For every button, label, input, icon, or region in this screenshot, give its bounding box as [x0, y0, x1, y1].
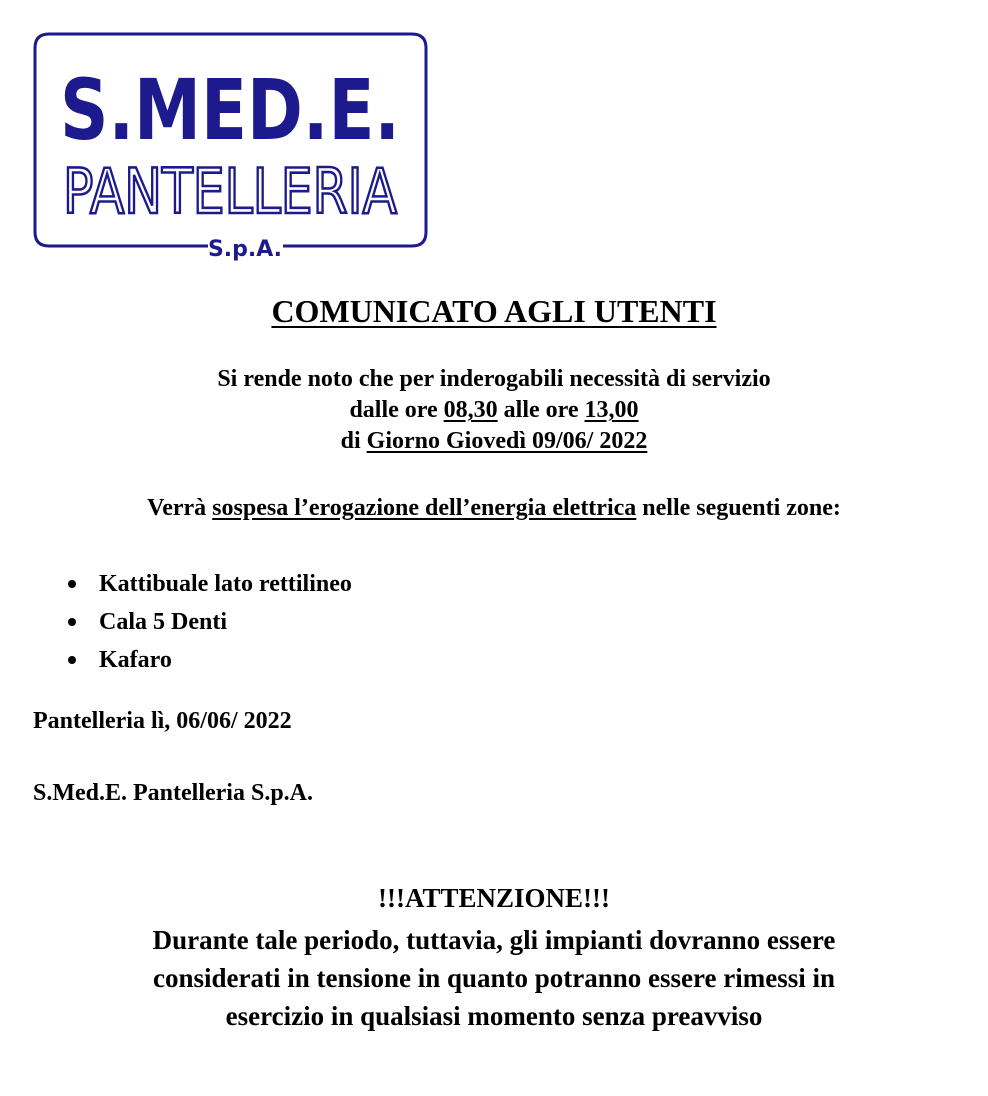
logo-line3: S.p.A. [207, 237, 283, 262]
list-item: Kattibuale lato rettilineo [68, 565, 352, 603]
suspension-emphasis: sospesa l’erogazione dell’energia elettrica [212, 495, 637, 521]
bullet-icon [68, 656, 76, 664]
zone-list [68, 565, 352, 679]
signature: S.Med.E. Pantelleria S.p.A. [33, 780, 313, 806]
outage-day: Giorno Giovedì 09/06/ 2022 [366, 428, 648, 454]
suspension-statement: Verrà sospesa l’erogazione dell’energia elettrica nelle seguenti zone: [147, 495, 841, 521]
notice-line-2: dalle ore 08,30 alle ore 13,00 [349, 397, 639, 423]
list-item: Kafaro [68, 641, 352, 679]
time-from: 08,30 [443, 397, 498, 423]
warning-text: Durante tale periodo, tuttavia, gli impianti dovranno essere considerati in tensione in quanto potranno essere rimessi in esercizio in qualsiasi momento senza preavviso [152, 925, 836, 1031]
warning-heading: !!!ATTENZIONE!!! [378, 883, 610, 913]
logo-line1: S.MED.E. [60, 61, 400, 159]
bullet-icon [68, 618, 76, 626]
time-to: 13,00 [584, 397, 639, 423]
list-item: Cala 5 Denti [68, 603, 352, 641]
place-date: Pantelleria lì, 06/06/ 2022 [33, 708, 292, 734]
notice-line-1: Si rende noto che per inderogabili necessità di servizio [217, 366, 771, 392]
notice-line-3: di Giorno Giovedì 09/06/ 2022 [340, 428, 648, 454]
bullet-icon [68, 580, 76, 588]
page-title: COMUNICATO AGLI UTENTI [271, 293, 717, 329]
notice-paragraph [0, 364, 988, 457]
logo-line2: PANTELLERIA [63, 155, 397, 228]
company-logo [33, 32, 428, 262]
